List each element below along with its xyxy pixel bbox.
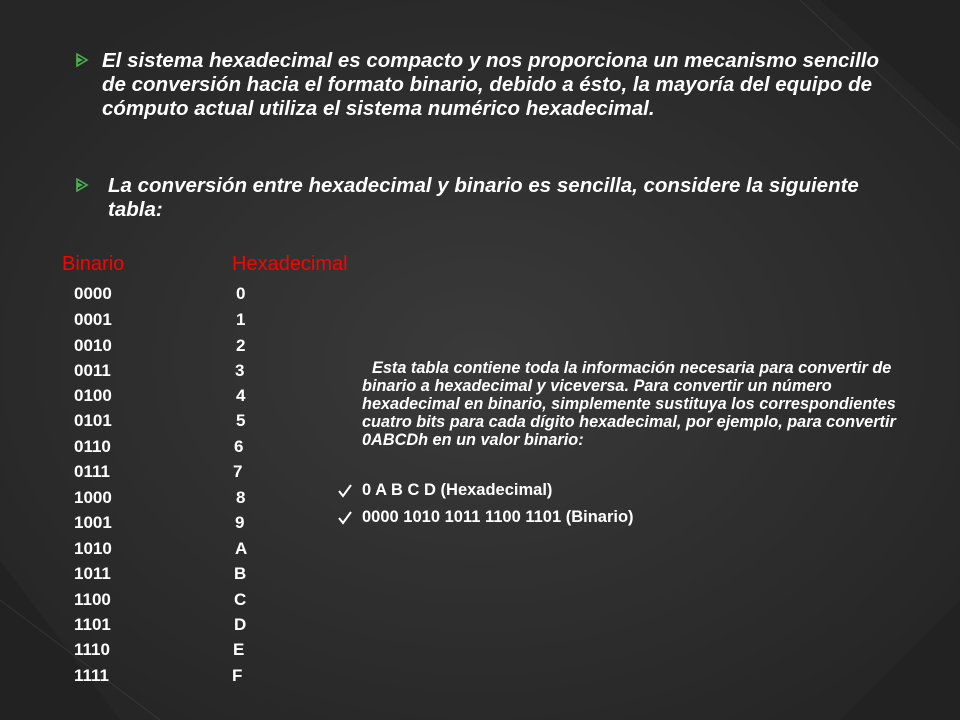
header-binary: Binario — [62, 253, 125, 275]
check-item-binary — [328, 508, 634, 527]
table-row — [0, 640, 300, 666]
arrow-bullet-icon — [62, 53, 102, 67]
table-row — [0, 386, 300, 412]
hex-value: 9 — [235, 513, 245, 532]
hex-value: 3 — [235, 361, 245, 380]
binary-value: 0110 — [74, 437, 111, 456]
hex-value: D — [234, 615, 247, 634]
explanation-paragraph — [362, 359, 932, 449]
hex-value: 8 — [236, 488, 246, 507]
binary-value: 1100 — [74, 590, 111, 609]
hex-value: C — [234, 590, 247, 609]
hex-value: E — [233, 640, 245, 659]
arrow-bullet-icon — [62, 178, 102, 192]
check-item-text: 0000 1010 1011 1100 1101 (Binario) — [362, 508, 634, 526]
bullet-text: La conversión entre hexadecimal y binario es sencilla, considere la siguiente tabla: — [108, 174, 859, 221]
binary-value: 0111 — [74, 462, 110, 481]
bullet-text: El sistema hexadecimal es compacto y nos proporciona un mecanismo sencillo de conversión hacia el formato binario, debido a ésto, la mayoría del equipo de cómputo actual utiliza el sistema numérico hexadecimal. — [102, 49, 879, 120]
binary-value: 0001 — [74, 310, 112, 329]
binary-value: 1010 — [74, 539, 112, 558]
bullet-conversion — [62, 174, 902, 222]
binary-value: 0100 — [74, 386, 112, 405]
table-row — [0, 462, 300, 488]
binary-value: 0011 — [74, 361, 111, 380]
hex-value: 7 — [233, 462, 243, 481]
hex-value: 6 — [234, 437, 244, 456]
hex-value: A — [235, 539, 248, 558]
binary-value: 1101 — [74, 615, 111, 634]
checkmark-icon — [328, 484, 362, 498]
bullet-hex-compact — [62, 49, 902, 121]
header-hexadecimal: Hexadecimal — [232, 253, 348, 275]
table-row — [0, 437, 300, 463]
hex-value: 1 — [236, 310, 246, 329]
binary-value: 1110 — [74, 640, 110, 659]
hex-value: 4 — [236, 386, 246, 405]
hex-value: F — [232, 666, 243, 685]
hex-value: B — [234, 564, 247, 583]
table-row — [0, 336, 300, 362]
binary-value: 1111 — [74, 666, 110, 685]
table-row — [0, 615, 300, 641]
binary-value: 0010 — [74, 336, 112, 355]
binary-value: 0000 — [74, 284, 112, 303]
binary-value: 1001 — [74, 513, 112, 532]
table-row — [0, 564, 300, 590]
table-row — [0, 411, 300, 437]
table-row — [0, 666, 300, 692]
hex-value: 0 — [236, 284, 246, 303]
checkmark-icon — [328, 511, 362, 525]
table-row — [0, 513, 300, 539]
table-row — [0, 590, 300, 616]
hex-value: 5 — [236, 411, 246, 430]
table-row — [0, 488, 300, 514]
explanation-text: Esta tabla contiene toda la información necesaria para convertir de binario a hexadecimal y viceversa. Para convertir un número hexadecimal en binario, simplemente sustituya los correspondientes cuatro bits para cada dígito hexadecimal, por ejemplo, para convertir 0ABCDh en un valor binario: — [362, 359, 896, 449]
binary-value: 1011 — [74, 564, 111, 583]
hex-value: 2 — [236, 336, 246, 355]
check-item-text: 0 A B C D (Hexadecimal) — [362, 481, 553, 499]
binary-value: 0101 — [74, 411, 112, 430]
table-row — [0, 284, 300, 310]
table-row — [0, 361, 300, 387]
table-row — [0, 539, 300, 565]
binary-value: 1000 — [74, 488, 112, 507]
table-row — [0, 310, 300, 336]
check-item-hex — [328, 481, 552, 500]
